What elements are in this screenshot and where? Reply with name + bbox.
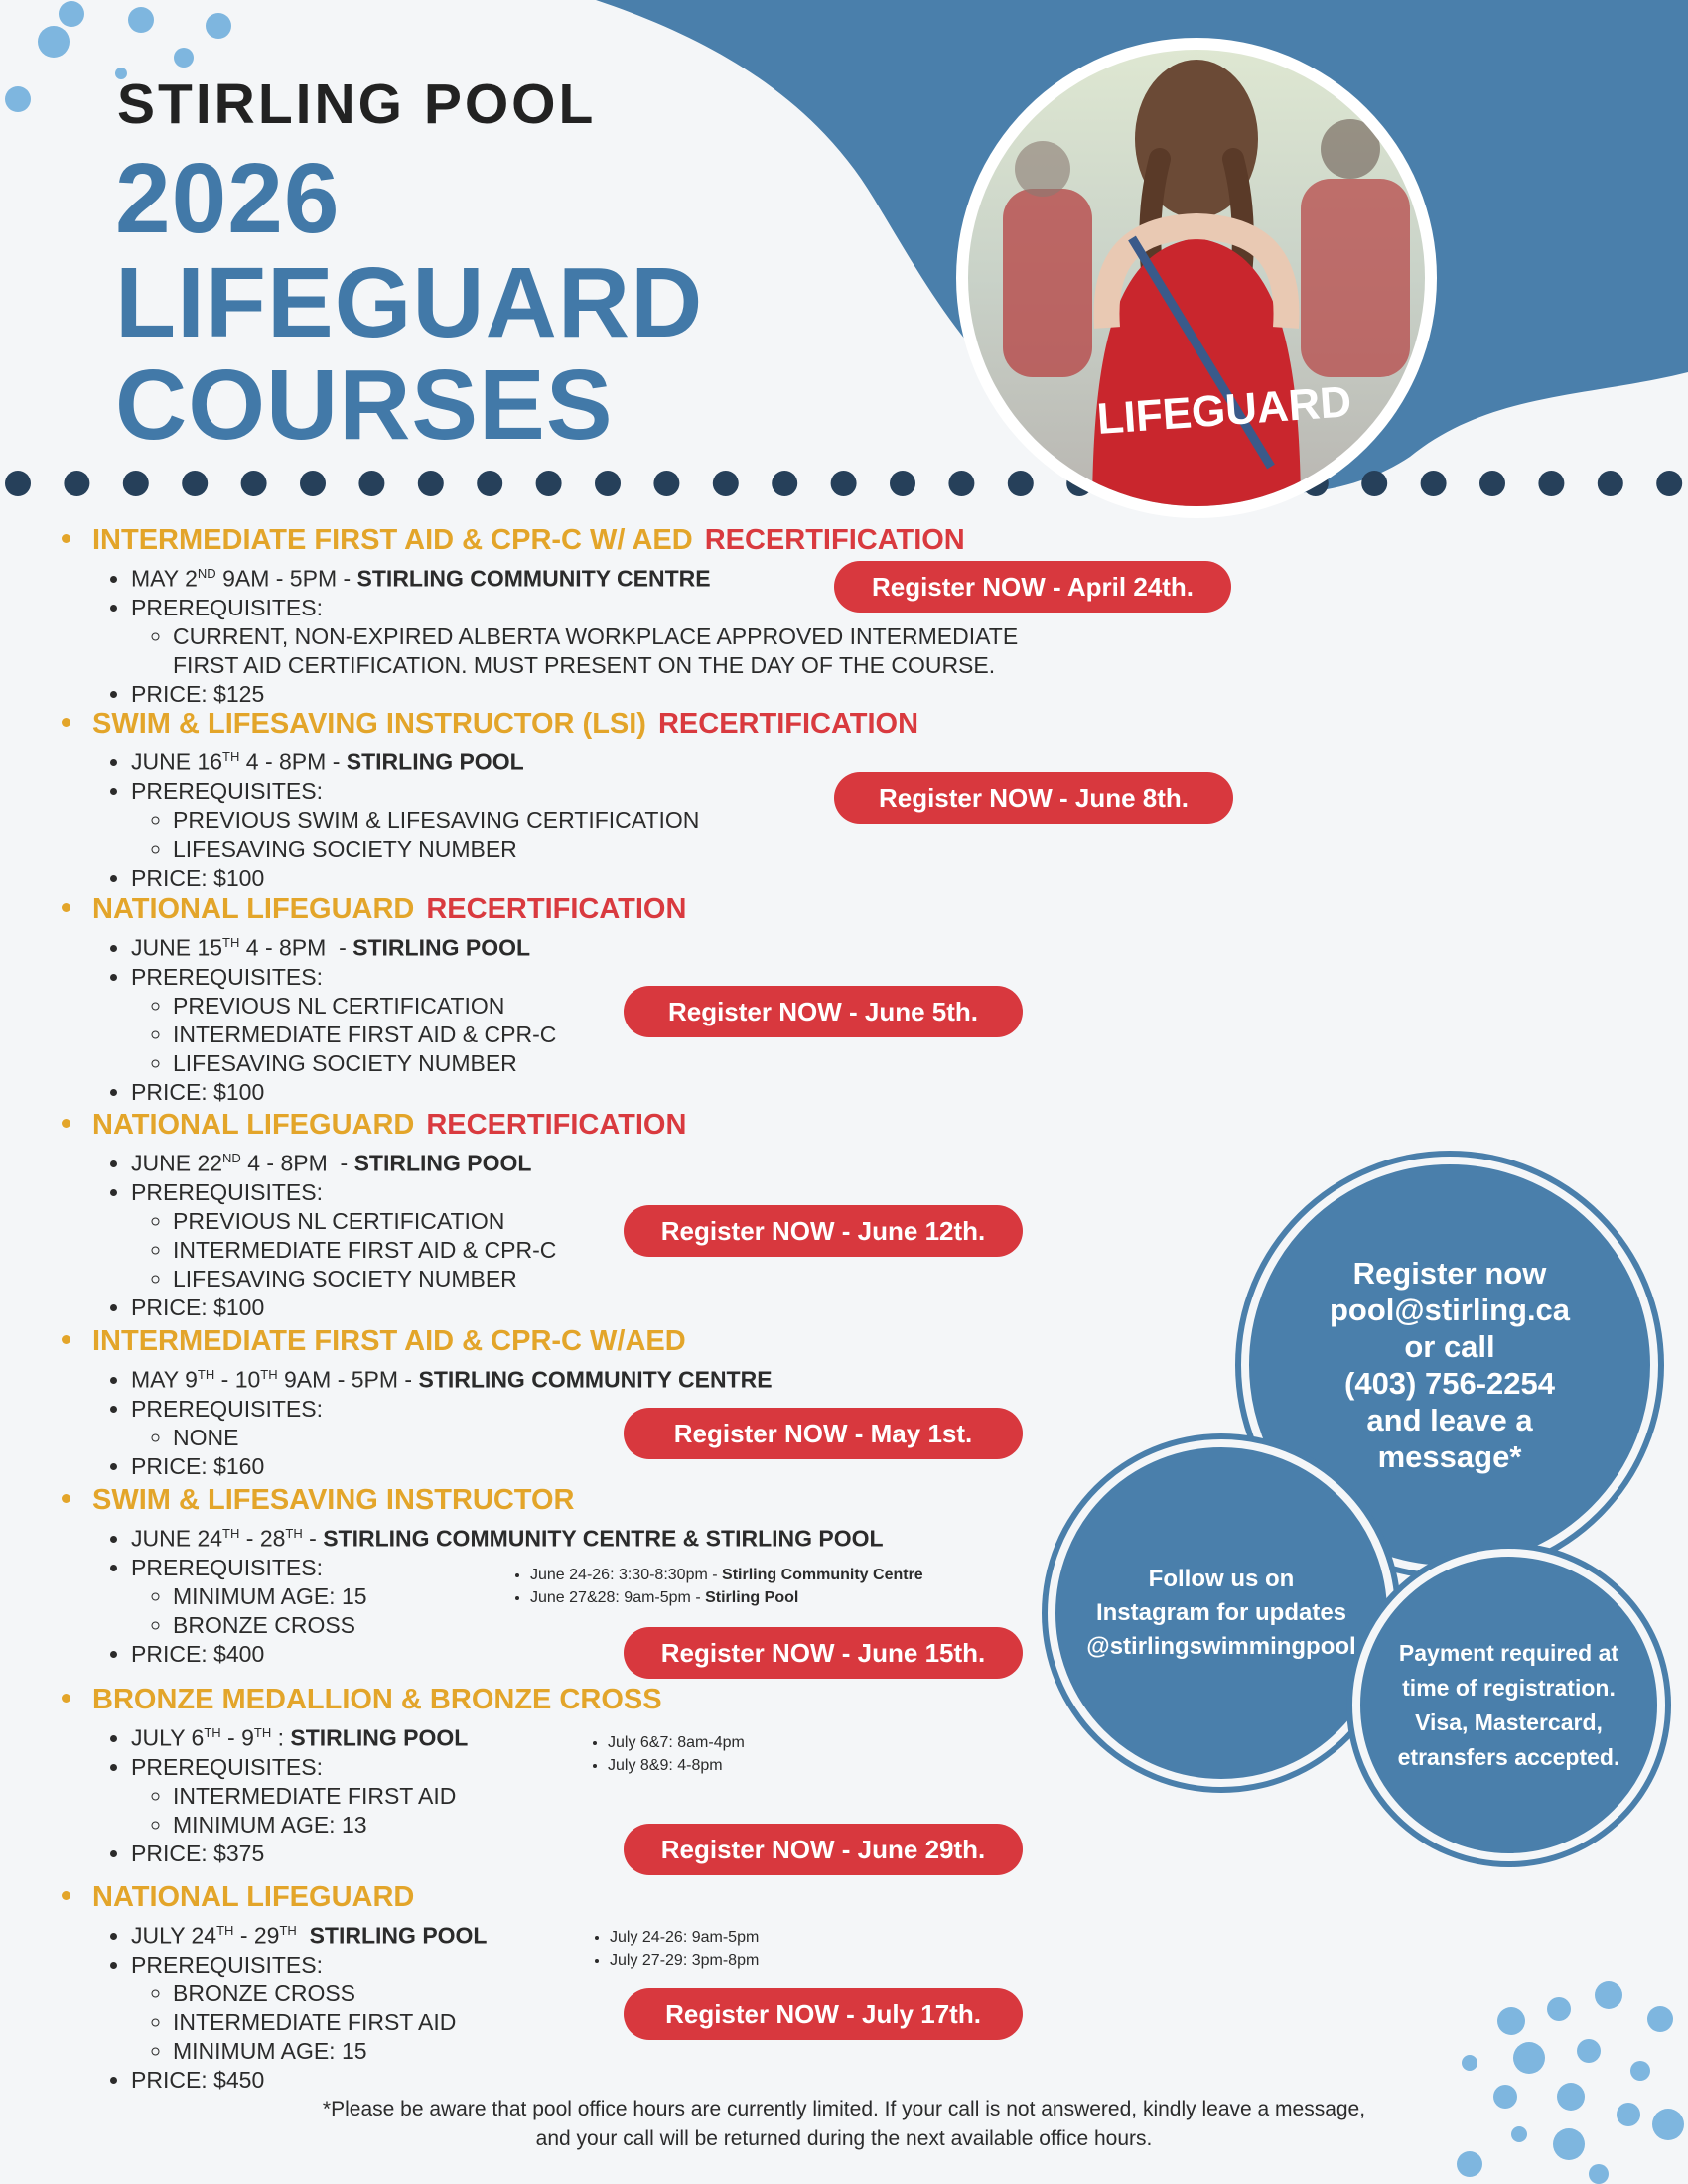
course-title bbox=[62, 893, 1055, 926]
prerequisite-item: ◦ INTERMEDIATE FIRST AID & CPR-C bbox=[173, 1236, 1055, 1265]
course-price: • PRICE: $100 bbox=[131, 864, 1055, 892]
course-name: NATIONAL LIFEGUARD bbox=[92, 1109, 415, 1141]
prerequisites-label: PREREQUISITES: bbox=[131, 777, 323, 804]
location-text: STIRLING COMMUNITY CENTRE bbox=[356, 565, 711, 592]
prerequisites-label: PREREQUISITES: bbox=[131, 594, 323, 620]
register-button[interactable]: Register NOW - June 8th. bbox=[834, 772, 1233, 824]
course-name: SWIM & LIFESAVING INSTRUCTOR bbox=[92, 1484, 575, 1516]
date-text: JUNE 24 bbox=[131, 1525, 223, 1552]
date-suffix: TH bbox=[222, 935, 240, 950]
date-text: JULY 24 bbox=[131, 1922, 217, 1949]
date-suffix: TH bbox=[216, 1923, 234, 1938]
prerequisite-item: ◦ INTERMEDIATE FIRST AID bbox=[173, 1782, 1055, 1811]
schedule-text: July 27-29: 3pm-8pm bbox=[610, 1952, 760, 1969]
prerequisite-item: ◦ PREVIOUS NL CERTIFICATION bbox=[173, 992, 1055, 1021]
location-text: STIRLING POOL bbox=[352, 934, 531, 961]
location-text: STIRLING COMMUNITY CENTRE bbox=[418, 1366, 773, 1393]
prerequisite-item: ◦ INTERMEDIATE FIRST AID & CPR-C bbox=[173, 1021, 1055, 1049]
payment-text: Payment required at time of registration. Visa, Mastercard, etransfers accepted. bbox=[1397, 1639, 1620, 1770]
prerequisite-item: ◦ PREVIOUS NL CERTIFICATION bbox=[173, 1207, 1055, 1236]
divider-dot bbox=[358, 471, 384, 496]
recertification-tag: RECERTIFICATION bbox=[426, 1109, 687, 1141]
location-text: STIRLING COMMUNITY CENTRE & STIRLING POOL bbox=[323, 1525, 884, 1552]
prerequisite-item: ◦ LIFESAVING SOCIETY NUMBER bbox=[173, 1265, 1055, 1294]
bullet-dot bbox=[62, 1694, 70, 1703]
bullet-dot bbox=[62, 534, 70, 543]
register-button[interactable]: Register NOW - April 24th. bbox=[834, 561, 1231, 613]
divider-dot bbox=[831, 471, 857, 496]
time-text: - bbox=[302, 1525, 324, 1552]
divider-dot bbox=[477, 471, 502, 496]
prerequisites-label: PREREQUISITES: bbox=[131, 963, 323, 990]
schedule-location: Stirling Pool bbox=[705, 1589, 799, 1606]
location-text: STIRLING POOL bbox=[290, 1724, 469, 1751]
schedule-item bbox=[608, 1754, 745, 1777]
course-price: • PRICE: $100 bbox=[131, 1078, 1055, 1107]
prerequisite-list bbox=[131, 622, 1055, 680]
schedule-text: July 24-26: 9am-5pm bbox=[610, 1929, 760, 1946]
course-price: • PRICE: $400 bbox=[131, 1640, 1055, 1669]
date-text: MAY 2 bbox=[131, 565, 198, 592]
course-title bbox=[62, 1325, 1055, 1358]
register-button[interactable]: Register NOW - June 15th. bbox=[624, 1627, 1023, 1679]
divider-dot bbox=[948, 471, 974, 496]
register-button[interactable]: Register NOW - May 1st. bbox=[624, 1408, 1023, 1459]
schedule-list bbox=[506, 1564, 923, 1609]
prerequisite-item: ◦ LIFESAVING SOCIETY NUMBER bbox=[173, 1049, 1055, 1078]
prerequisite-item: ◦ MINIMUM AGE: 15 bbox=[173, 1582, 1055, 1611]
courses-title: COURSES bbox=[115, 349, 614, 461]
location-text: STIRLING POOL bbox=[346, 749, 524, 775]
course-title bbox=[62, 1684, 1055, 1716]
prerequisites-label: PREREQUISITES: bbox=[131, 1395, 323, 1422]
prerequisite-item: ◦ INTERMEDIATE FIRST AID bbox=[173, 2008, 1055, 2037]
prerequisite-item: ◦ NONE bbox=[173, 1424, 1055, 1452]
date-suffix: ND bbox=[197, 566, 216, 581]
register-button[interactable]: Register NOW - June 12th. bbox=[624, 1205, 1023, 1257]
date-suffix: ND bbox=[222, 1151, 241, 1165]
divider-dot bbox=[1598, 471, 1623, 496]
course-name: BRONZE MEDALLION & BRONZE CROSS bbox=[92, 1684, 662, 1715]
divider-dot bbox=[595, 471, 621, 496]
schedule-text: July 6&7: 8am-4pm bbox=[608, 1734, 745, 1751]
divider-dot bbox=[64, 471, 89, 496]
course-name: NATIONAL LIFEGUARD bbox=[92, 893, 415, 925]
course-date bbox=[131, 1360, 1055, 1395]
bullet-dot bbox=[62, 1494, 70, 1503]
time-text: 4 - 8PM - bbox=[239, 934, 353, 961]
location-text: STIRLING POOL bbox=[309, 1922, 488, 1949]
divider-dot bbox=[1421, 471, 1447, 496]
schedule-item bbox=[610, 1926, 759, 1949]
year-title: 2026 bbox=[115, 143, 341, 254]
bullet-dot bbox=[62, 718, 70, 727]
date-end-text: - 9 bbox=[220, 1724, 254, 1751]
course-price: • PRICE: $160 bbox=[131, 1452, 1055, 1481]
bubbles-bottom-right bbox=[1457, 1981, 1684, 2184]
divider-dot bbox=[182, 471, 208, 496]
date-end-suffix: TH bbox=[285, 1526, 303, 1541]
schedule-item bbox=[530, 1564, 923, 1586]
course-title bbox=[62, 1881, 1055, 1914]
instagram-text: Follow us on Instagram for updates @stirlingswimmingpool bbox=[1086, 1566, 1356, 1660]
divider-dot bbox=[241, 471, 267, 496]
photo-shirt-text: LIFEGUARD bbox=[1095, 377, 1353, 444]
divider-dot bbox=[5, 471, 31, 496]
course-price: • PRICE: $375 bbox=[131, 1840, 1055, 1868]
course-title bbox=[62, 1484, 1055, 1517]
date-suffix: TH bbox=[204, 1725, 221, 1740]
schedule-item bbox=[530, 1586, 923, 1609]
time-text: 9AM - 5PM - bbox=[215, 565, 357, 592]
lifeguard-title: LIFEGUARD bbox=[115, 247, 704, 358]
prerequisite-item: ◦ MINIMUM AGE: 15 bbox=[173, 2037, 1055, 2066]
course-name: SWIM & LIFESAVING INSTRUCTOR (LSI) bbox=[92, 708, 646, 740]
course-title bbox=[62, 524, 1055, 557]
date-end-suffix: TH bbox=[253, 1725, 272, 1740]
schedule-list bbox=[586, 1926, 759, 1972]
prerequisite-item: ◦ BRONZE CROSS bbox=[173, 1979, 1055, 2008]
divider-dot bbox=[890, 471, 915, 496]
bullet-dot bbox=[62, 1335, 70, 1344]
divider-dot bbox=[300, 471, 326, 496]
register-info-text: Register now pool@stirling.ca or call (403) 756-2254 and leave a message* bbox=[1329, 1256, 1571, 1474]
bullet-dot bbox=[62, 903, 70, 912]
date-text: JUNE 22 bbox=[131, 1150, 223, 1176]
divider-dot bbox=[713, 471, 739, 496]
date-suffix: TH bbox=[222, 1526, 240, 1541]
course-title bbox=[62, 1109, 1055, 1142]
date-end-text: - 28 bbox=[239, 1525, 286, 1552]
course-title bbox=[62, 708, 1055, 741]
dotted-divider bbox=[5, 471, 1682, 496]
time-text bbox=[297, 1923, 310, 1949]
course-price: • PRICE: $450 bbox=[131, 2066, 1055, 2095]
divider-dot bbox=[1656, 471, 1682, 496]
recertification-tag: RECERTIFICATION bbox=[426, 893, 687, 925]
schedule-text: July 8&9: 4-8pm bbox=[608, 1757, 723, 1774]
prerequisites-label: PREREQUISITES: bbox=[131, 1554, 323, 1580]
time-text: : bbox=[271, 1724, 291, 1751]
instagram-bubble[interactable] bbox=[1048, 1439, 1395, 1787]
divider-dot bbox=[123, 471, 149, 496]
schedule-text: June 27&28: 9am-5pm - bbox=[530, 1589, 706, 1606]
prerequisites-label: PREREQUISITES: bbox=[131, 1753, 323, 1780]
recertification-tag: RECERTIFICATION bbox=[704, 524, 965, 556]
schedule-list bbox=[584, 1731, 745, 1777]
course-price: • PRICE: $100 bbox=[131, 1294, 1055, 1322]
schedule-location: Stirling Community Centre bbox=[722, 1567, 923, 1583]
date-text: JUNE 16 bbox=[131, 749, 223, 775]
brand-title: STIRLING POOL bbox=[117, 72, 597, 136]
prerequisite-item: ◦ MINIMUM AGE: 13 bbox=[173, 1811, 1055, 1840]
course-date bbox=[131, 1144, 1055, 1178]
divider-dot bbox=[1008, 471, 1034, 496]
course-name: NATIONAL LIFEGUARD bbox=[92, 1881, 415, 1913]
course-date bbox=[131, 928, 1055, 963]
date-end-suffix: TH bbox=[260, 1367, 278, 1382]
date-end-suffix: TH bbox=[279, 1923, 297, 1938]
course-date bbox=[131, 1519, 1055, 1554]
course-name: INTERMEDIATE FIRST AID & CPR-C W/ AED bbox=[92, 524, 693, 556]
schedule-item bbox=[610, 1949, 759, 1972]
register-button[interactable]: Register NOW - July 17th. bbox=[624, 1988, 1023, 2040]
date-end-text: - 29 bbox=[233, 1922, 280, 1949]
schedule-text: June 24-26: 3:30-8:30pm - bbox=[530, 1567, 723, 1583]
divider-dot bbox=[536, 471, 562, 496]
schedule-item bbox=[608, 1731, 745, 1754]
divider-dot bbox=[1479, 471, 1505, 496]
payment-bubble bbox=[1352, 1549, 1665, 1861]
divider-dot bbox=[653, 471, 679, 496]
footer-note: *Please be aware that pool office hours are currently limited. If your call is not answered, kindly leave a message, and your call will be returned during the next available office hours. bbox=[322, 2098, 1366, 2150]
divider-dot bbox=[772, 471, 797, 496]
prerequisite-item: ◦ CURRENT, NON-EXPIRED ALBERTA WORKPLACE APPROVED INTERMEDIATE FIRST AID CERTIFICATION. MUST PRESENT ON THE DAY OF THE COURSE. bbox=[173, 622, 1027, 680]
prerequisites-label: PREREQUISITES: bbox=[131, 1178, 323, 1205]
course-price: • PRICE: $125 bbox=[131, 680, 1055, 709]
course-block bbox=[62, 524, 1055, 709]
location-text: STIRLING POOL bbox=[353, 1150, 532, 1176]
bullet-dot bbox=[62, 1891, 70, 1900]
time-text: 9AM - 5PM - bbox=[277, 1366, 419, 1393]
divider-dot bbox=[1538, 471, 1564, 496]
date-text: JUNE 15 bbox=[131, 934, 223, 961]
time-text: 4 - 8PM - bbox=[239, 749, 347, 775]
date-text: JULY 6 bbox=[131, 1724, 205, 1751]
date-end-text: - 10 bbox=[214, 1366, 261, 1393]
bullet-dot bbox=[62, 1119, 70, 1128]
date-suffix: TH bbox=[197, 1367, 215, 1382]
prerequisite-item: ◦ BRONZE CROSS bbox=[173, 1611, 1055, 1640]
prerequisites-label: PREREQUISITES: bbox=[131, 1951, 323, 1978]
prerequisite-item: ◦ PREVIOUS SWIM & LIFESAVING CERTIFICATION bbox=[173, 806, 1055, 835]
date-text: MAY 9 bbox=[131, 1366, 198, 1393]
date-suffix: TH bbox=[222, 750, 240, 764]
register-button[interactable]: Register NOW - June 5th. bbox=[624, 986, 1023, 1037]
divider-dot bbox=[1361, 471, 1387, 496]
course-name: INTERMEDIATE FIRST AID & CPR-C W/AED bbox=[92, 1325, 686, 1357]
divider-dot bbox=[418, 471, 444, 496]
prerequisite-item: ◦ LIFESAVING SOCIETY NUMBER bbox=[173, 835, 1055, 864]
register-button[interactable]: Register NOW - June 29th. bbox=[624, 1824, 1023, 1875]
recertification-tag: RECERTIFICATION bbox=[657, 708, 919, 740]
time-text: 4 - 8PM - bbox=[240, 1150, 354, 1176]
